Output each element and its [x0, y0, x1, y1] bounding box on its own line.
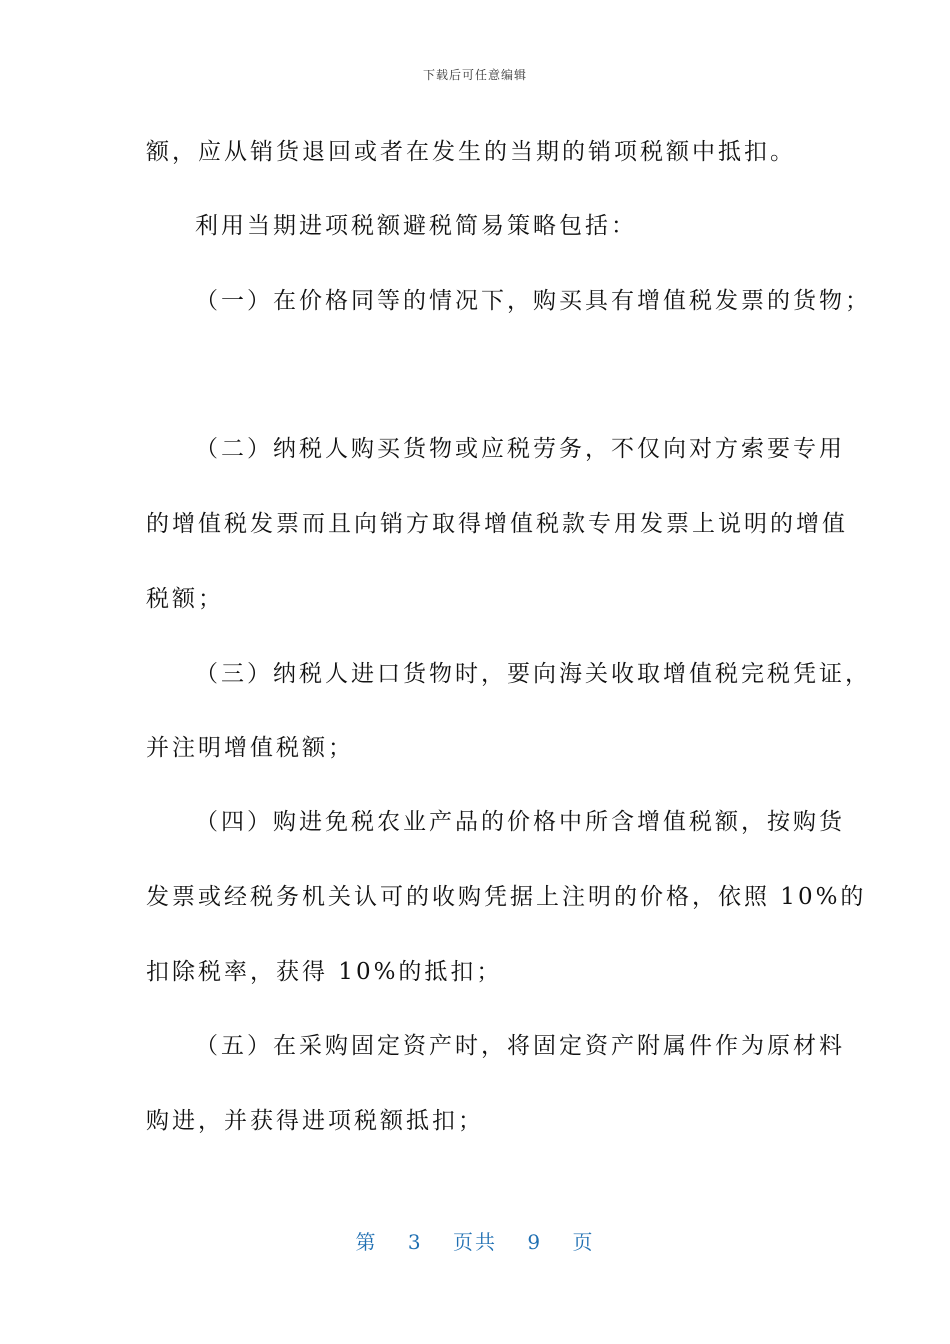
footer-prefix: 第 — [355, 1230, 378, 1254]
body-line-11: 扣除税率，获得 10%的抵扣； — [146, 959, 503, 985]
footer-middle: 页共 — [453, 1230, 497, 1254]
body-line-9: （四）购进免税农业产品的价格中所含增值税额，按购货 — [195, 809, 845, 835]
body-line-7: （三）纳税人进口货物时，要向海关收取增值税完税凭证， — [195, 661, 871, 687]
footer-current-page: 3 — [407, 1230, 423, 1254]
body-line-12: （五）在采购固定资产时，将固定资产附属件作为原材料 — [195, 1033, 845, 1059]
body-line-5: 的增值税发票而且向销方取得增值税款专用发票上说明的增值 — [146, 511, 848, 537]
page-header: 下载后可任意编辑 — [422, 68, 527, 82]
body-line-13: 购进，并获得进项税额抵扣； — [146, 1108, 484, 1134]
body-line-4: （二）纳税人购买货物或应税劳务，不仅向对方索要专用 — [195, 436, 845, 462]
body-line-6: 税额； — [146, 586, 224, 612]
body-line-10: 发票或经税务机关认可的收购凭据上注明的价格，依照 10%的 — [146, 884, 867, 910]
body-line-1: 额，应从销货退回或者在发生的当期的销项税额中抵扣。 — [146, 139, 796, 165]
body-line-2: 利用当期进项税额避税简易策略包括： — [195, 213, 637, 239]
body-line-3: （一）在价格同等的情况下，购买具有增值税发票的货物； — [195, 288, 871, 314]
footer-total-pages: 9 — [527, 1230, 543, 1254]
body-line-8: 并注明增值税额； — [146, 735, 354, 761]
footer-suffix: 页 — [572, 1230, 595, 1254]
page-footer — [0, 1226, 950, 1255]
